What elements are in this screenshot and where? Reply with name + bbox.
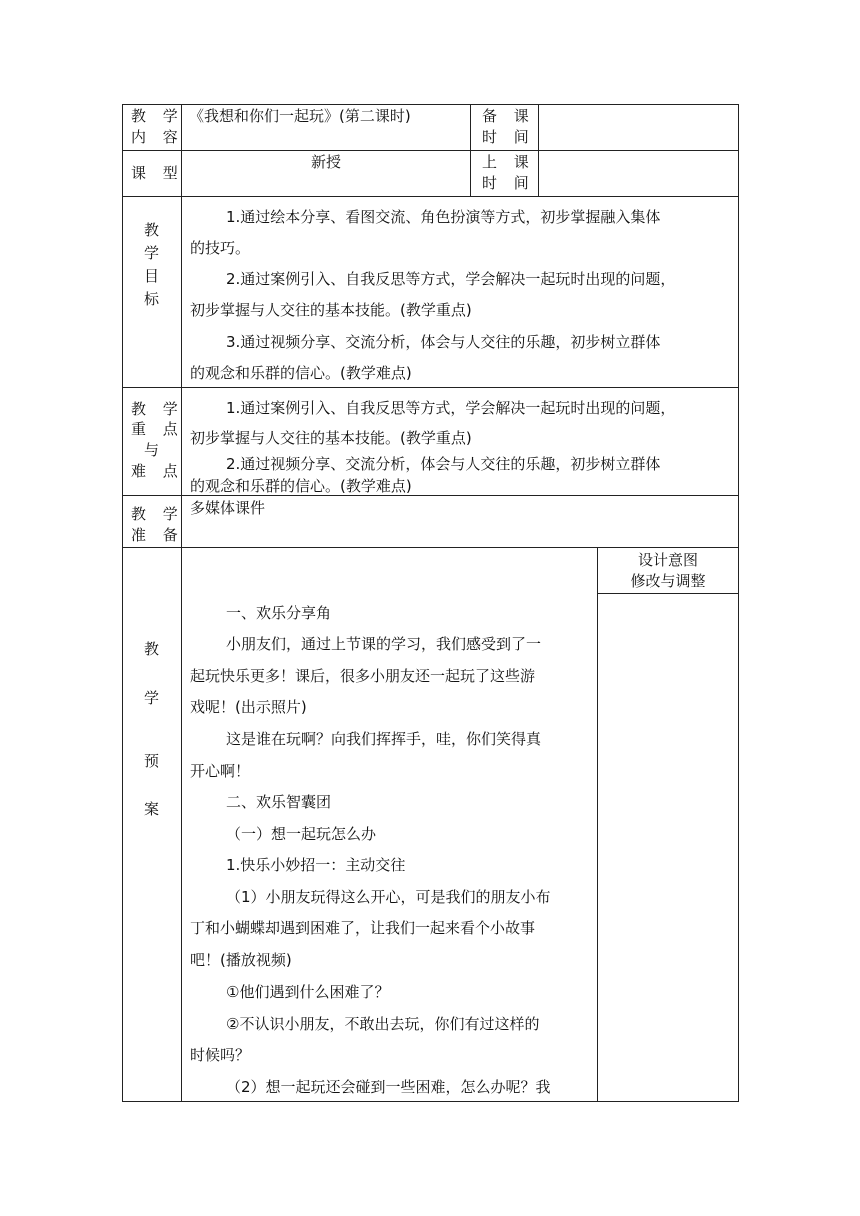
label-lesson-type: 课 型 [131, 164, 184, 182]
label-objectives-2: 学 [143, 244, 159, 262]
rule [538, 104, 539, 197]
label-content-line2: 内 容 [131, 128, 184, 146]
label-plan-3: 预 [143, 752, 159, 770]
objective-line: 3.通过视频分享、交流分析，体会与人交往的乐趣，初步树立群体 [226, 333, 661, 351]
lesson-type: 新授 [310, 153, 341, 171]
label-keypoints-2: 重 点 [131, 420, 184, 438]
keypoint-line: 的观念和乐群的信心。(教学难点) [190, 477, 412, 495]
plan-line: （2）想一起玩还会碰到一些困难，怎么办呢？我 [226, 1078, 551, 1096]
label-plan-4: 案 [143, 800, 159, 818]
label-keypoints-1: 教 学 [131, 400, 184, 418]
label-plan-2: 学 [143, 689, 159, 707]
keypoint-line: 1.通过案例引入、自我反思等方式，学会解决一起玩时出现的问题， [226, 399, 676, 417]
plan-line: 吧！(播放视频) [190, 951, 292, 969]
rule [738, 104, 739, 1102]
label-prep-1: 教 学 [131, 505, 184, 523]
label-objectives-1: 教 [143, 221, 159, 239]
objective-line: 2.通过案例引入、自我反思等方式，学会解决一起玩时出现的问题， [226, 270, 676, 288]
plan-line: 开心啊！ [190, 762, 251, 780]
label-plan-1: 教 [143, 640, 159, 658]
rule [122, 1101, 739, 1102]
label-prep-2: 准 备 [131, 526, 184, 544]
label-objectives-4: 标 [143, 290, 159, 308]
rule [181, 104, 182, 1102]
plan-line: 小朋友们，通过上节课的学习，我们感受到了一 [226, 635, 542, 653]
lesson-title: 《我想和你们一起玩》(第二课时) [189, 107, 411, 125]
objective-line: 的观念和乐群的信心。(教学难点) [190, 364, 412, 382]
rule [122, 150, 739, 151]
plan-line: ②不认识小朋友，不敢出去玩，你们有过这样的 [226, 1015, 540, 1033]
label-keypoints-3: 与 [143, 441, 159, 459]
label-prep-time-line2: 时 间 [482, 128, 535, 146]
plan-line: 戏呢！(出示照片) [190, 698, 307, 716]
label-keypoints-4: 难 点 [131, 462, 184, 480]
label-class-time-line2: 时 间 [482, 174, 535, 192]
rule [122, 387, 739, 388]
rule [597, 547, 598, 1102]
label-objectives-3: 目 [143, 267, 159, 285]
objective-line: 的技巧。 [190, 239, 251, 257]
plan-line: 二、欢乐智囊团 [226, 793, 332, 811]
rule [122, 196, 739, 197]
design-intent-header-1: 设计意图 [637, 551, 698, 569]
objective-line: 1.通过绘本分享、看图交流、角色扮演等方式，初步掌握融入集体 [226, 208, 661, 226]
rule [122, 547, 739, 548]
plan-line: （1）小朋友玩得这么开心，可是我们的朋友小布 [226, 888, 551, 906]
rule [122, 495, 739, 496]
objective-line: 初步掌握与人交往的基本技能。(教学重点) [190, 301, 472, 319]
keypoint-line: 2.通过视频分享、交流分析，体会与人交往的乐趣，初步树立群体 [226, 455, 661, 473]
plan-line: 这是谁在玩啊？向我们挥挥手，哇，你们笑得真 [226, 730, 542, 748]
plan-line: ①他们遇到什么困难了？ [226, 983, 390, 1001]
plan-line: 丁和小蝴蝶却遇到困难了，让我们一起来看个小故事 [190, 919, 536, 937]
design-intent-header-2: 修改与调整 [630, 572, 706, 590]
plan-line: （一）想一起玩怎么办 [226, 825, 377, 843]
keypoint-line: 初步掌握与人交往的基本技能。(教学重点) [190, 429, 472, 447]
plan-line: 起玩快乐更多！课后，很多小朋友还一起玩了这些游 [190, 667, 536, 685]
plan-line: 1.快乐小妙招一：主动交往 [226, 856, 406, 874]
preparation: 多媒体课件 [190, 499, 266, 517]
rule [597, 593, 739, 594]
label-prep-time-line1: 备 课 [482, 107, 535, 125]
rule [470, 104, 471, 197]
label-class-time-line1: 上 课 [482, 153, 535, 171]
label-content-line1: 教 学 [131, 107, 184, 125]
plan-line: 时候吗？ [190, 1046, 251, 1064]
rule [122, 104, 739, 105]
plan-line: 一、欢乐分享角 [226, 604, 332, 622]
